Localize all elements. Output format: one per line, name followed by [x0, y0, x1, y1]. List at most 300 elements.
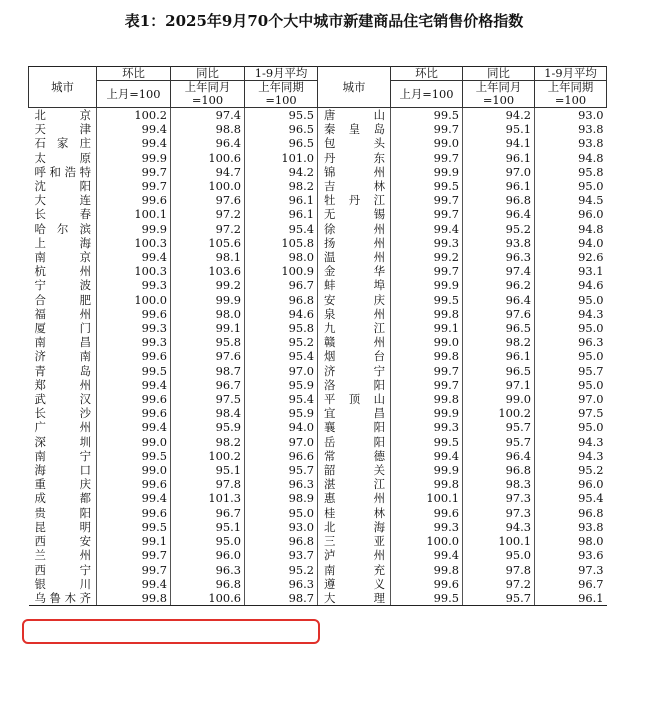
- table-row: [29, 477, 607, 491]
- mom-value-right: 99.8: [391, 307, 463, 321]
- mom-value-left: 100.1: [97, 207, 171, 221]
- avg-value-left: 100.9: [245, 264, 318, 278]
- table-row: [29, 506, 607, 520]
- table-body: [29, 108, 607, 606]
- table-row: [29, 591, 607, 606]
- yoy-value-left: 98.4: [171, 406, 245, 420]
- avg-value-right: 95.4: [535, 491, 607, 505]
- city-name-left: 济南: [34, 349, 91, 364]
- table-row: [29, 122, 607, 136]
- yoy-value-left: 97.8: [171, 477, 245, 491]
- avg-value-right: 97.3: [535, 563, 607, 577]
- yoy-base-right: [463, 81, 535, 108]
- avg-value-left: 94.6: [245, 307, 318, 321]
- table-row: [29, 108, 607, 123]
- yoy-value-right: 96.1: [463, 349, 535, 363]
- city-name-right: 扬州: [318, 236, 391, 250]
- mom-value-right: 99.9: [391, 406, 463, 420]
- avg-value-right: 93.8: [535, 122, 607, 136]
- city-name-right: 温州: [318, 250, 391, 264]
- city-name-right: 唐山: [318, 108, 391, 123]
- avg-value-right: 96.0: [535, 477, 607, 491]
- avg-value-right: 95.0: [535, 349, 607, 363]
- city-name-left: 石家庄: [34, 136, 91, 151]
- yoy-value-right: 94.3: [463, 520, 535, 534]
- yoy-value-left: 95.1: [171, 520, 245, 534]
- yoy-value-right: 96.8: [463, 463, 535, 477]
- yoy-value-left: 97.5: [171, 392, 245, 406]
- yoy-value-right: 96.5: [463, 321, 535, 335]
- mom-value-left: 100.3: [97, 264, 171, 278]
- avg-value-right: 94.8: [535, 151, 607, 165]
- avg-value-left: 96.3: [245, 577, 318, 591]
- mom-value-left: 99.4: [97, 420, 171, 434]
- table-row: [29, 406, 607, 420]
- city-name-left: 西安: [34, 534, 91, 549]
- avg-value-right: 94.3: [535, 307, 607, 321]
- city-name-right: 无锡: [318, 207, 391, 221]
- city-name-left: 贵阳: [34, 505, 91, 520]
- yoy-value-right: 95.7: [463, 435, 535, 449]
- avg-value-right: 93.6: [535, 548, 607, 562]
- city-name-right: 襄阳: [318, 420, 391, 434]
- yoy-value-right: 93.8: [463, 236, 535, 250]
- table-row: [29, 534, 607, 548]
- avg-value-left: 96.3: [245, 477, 318, 491]
- yoy-value-left: 100.0: [171, 179, 245, 193]
- avg-value-right: 93.8: [535, 136, 607, 150]
- table-row: [29, 151, 607, 165]
- yoy-value-right: 96.4: [463, 207, 535, 221]
- avg-base-left: [245, 81, 318, 108]
- mom-value-right: 99.9: [391, 278, 463, 292]
- table-row: [29, 222, 607, 236]
- city-name-left: 武汉: [34, 392, 91, 407]
- mom-value-left: 100.0: [97, 293, 171, 307]
- city-name-left: 西宁: [34, 562, 91, 577]
- mom-value-right: 99.5: [391, 108, 463, 123]
- yoy-base-line1: 上年同月: [475, 80, 522, 94]
- mom-value-right: 99.4: [391, 449, 463, 463]
- mom-value-left: 99.6: [97, 477, 171, 491]
- avg-value-right: 95.0: [535, 378, 607, 392]
- avg-value-left: 96.6: [245, 449, 318, 463]
- city-name-right: 平顶山: [318, 392, 391, 406]
- yoy-value-right: 95.7: [463, 591, 535, 606]
- yoy-value-left: 103.6: [171, 264, 245, 278]
- mom-value-left: 99.6: [97, 392, 171, 406]
- avg-value-left: 98.7: [245, 591, 318, 606]
- city-name-left: 成都: [34, 491, 91, 506]
- avg-value-left: 101.0: [245, 151, 318, 165]
- city-header-left: 城市: [29, 67, 97, 108]
- city-name-right: 锦州: [318, 165, 391, 179]
- city-name-left: 沈阳: [34, 179, 91, 194]
- mom-value-left: 99.4: [97, 378, 171, 392]
- yoy-value-right: 100.2: [463, 406, 535, 420]
- table-row: [29, 207, 607, 221]
- city-name-right: 洛阳: [318, 378, 391, 392]
- mom-value-right: 99.7: [391, 264, 463, 278]
- avg-value-left: 98.0: [245, 250, 318, 264]
- avg-value-right: 94.0: [535, 236, 607, 250]
- table-row: [29, 548, 607, 562]
- city-name-left: 长春: [34, 207, 91, 222]
- city-name-right: 宜昌: [318, 406, 391, 420]
- mom-value-right: 99.3: [391, 520, 463, 534]
- city-name-right: 湛江: [318, 477, 391, 491]
- yoy-value-left: 95.9: [171, 420, 245, 434]
- highlight-box: [22, 619, 320, 644]
- mom-value-right: 99.5: [391, 435, 463, 449]
- mom-value-left: 99.6: [97, 307, 171, 321]
- mom-value-right: 99.7: [391, 364, 463, 378]
- mom-value-right: 99.5: [391, 293, 463, 307]
- avg-value-left: 95.5: [245, 108, 318, 123]
- city-name-right: 惠州: [318, 491, 391, 505]
- city-name-left: 长沙: [34, 406, 91, 421]
- mom-value-left: 99.5: [97, 520, 171, 534]
- yoy-value-right: 95.7: [463, 420, 535, 434]
- yoy-value-left: 100.2: [171, 449, 245, 463]
- yoy-value-right: 97.0: [463, 165, 535, 179]
- city-name-left: 昆明: [34, 519, 91, 534]
- mom-value-right: 99.2: [391, 250, 463, 264]
- mom-value-left: 99.4: [97, 122, 171, 136]
- mom-value-left: 99.4: [97, 577, 171, 591]
- table-row: [29, 364, 607, 378]
- mom-value-left: 99.3: [97, 278, 171, 292]
- city-name-left: 海口: [34, 463, 91, 478]
- mom-value-left: 99.0: [97, 435, 171, 449]
- yoy-value-right: 95.2: [463, 222, 535, 236]
- mom-value-left: 99.3: [97, 335, 171, 349]
- avg-value-right: 97.0: [535, 392, 607, 406]
- yoy-value-right: 97.1: [463, 378, 535, 392]
- yoy-value-right: 96.4: [463, 449, 535, 463]
- mom-value-right: 100.1: [391, 491, 463, 505]
- table-row: [29, 392, 607, 406]
- yoy-value-left: 95.8: [171, 335, 245, 349]
- avg-value-left: 93.7: [245, 548, 318, 562]
- yoy-base-line1: 上年同月: [184, 80, 231, 94]
- table-row: [29, 378, 607, 392]
- city-name-left: 哈尔滨: [34, 221, 91, 236]
- city-name-right: 泸州: [318, 548, 391, 562]
- yoy-value-left: 98.0: [171, 307, 245, 321]
- mom-value-right: 99.4: [391, 222, 463, 236]
- yoy-value-left: 98.7: [171, 364, 245, 378]
- table-row: [29, 193, 607, 207]
- avg-value-right: 95.0: [535, 420, 607, 434]
- avg-value-right: 96.8: [535, 506, 607, 520]
- yoy-value-left: 100.6: [171, 151, 245, 165]
- mom-value-left: 99.9: [97, 222, 171, 236]
- table-row: [29, 420, 607, 434]
- avg-value-right: 94.6: [535, 278, 607, 292]
- mom-value-left: 100.2: [97, 108, 171, 123]
- price-index-table: [28, 66, 607, 606]
- yoy-base-line2: =100: [482, 93, 515, 107]
- mom-value-right: 99.0: [391, 136, 463, 150]
- yoy-value-left: 97.2: [171, 222, 245, 236]
- yoy-value-left: 96.0: [171, 548, 245, 562]
- city-name-right: 吉林: [318, 179, 391, 193]
- city-name-right: 烟台: [318, 349, 391, 363]
- city-name-left: 北京: [34, 108, 91, 122]
- avg-value-left: 95.9: [245, 406, 318, 420]
- avg-value-left: 97.0: [245, 364, 318, 378]
- avg-value-right: 94.3: [535, 449, 607, 463]
- avg-value-right: 95.7: [535, 364, 607, 378]
- avg-value-right: 93.0: [535, 108, 607, 123]
- yoy-value-left: 99.9: [171, 293, 245, 307]
- avg-value-left: 95.8: [245, 321, 318, 335]
- city-name-left: 南宁: [34, 448, 91, 463]
- yoy-value-left: 97.2: [171, 207, 245, 221]
- avg-value-left: 95.2: [245, 335, 318, 349]
- mom-value-right: 99.5: [391, 591, 463, 606]
- avg-value-right: 92.6: [535, 250, 607, 264]
- mom-value-right: 99.8: [391, 477, 463, 491]
- avg-value-right: 94.8: [535, 222, 607, 236]
- city-name-left: 南京: [34, 250, 91, 265]
- avg-value-left: 95.7: [245, 463, 318, 477]
- yoy-value-left: 96.4: [171, 136, 245, 150]
- yoy-value-right: 100.1: [463, 534, 535, 548]
- yoy-value-right: 96.1: [463, 179, 535, 193]
- yoy-value-left: 96.7: [171, 378, 245, 392]
- city-name-right: 丹东: [318, 151, 391, 165]
- yoy-value-left: 97.4: [171, 108, 245, 123]
- mom-value-left: 100.3: [97, 236, 171, 250]
- city-name-left: 深圳: [34, 434, 91, 449]
- avg-value-left: 96.8: [245, 293, 318, 307]
- city-name-right: 蚌埠: [318, 278, 391, 292]
- yoy-value-right: 97.3: [463, 491, 535, 505]
- table-row: [29, 449, 607, 463]
- mom-value-left: 99.4: [97, 491, 171, 505]
- mom-base-left: 上月=100: [97, 81, 171, 108]
- city-name-right: 徐州: [318, 222, 391, 236]
- city-name-right: 秦皇岛: [318, 122, 391, 136]
- table-row: [29, 136, 607, 150]
- avg-value-left: 96.8: [245, 534, 318, 548]
- avg-value-right: 96.0: [535, 207, 607, 221]
- city-name-left: 宁波: [34, 278, 91, 293]
- avg-value-right: 94.5: [535, 193, 607, 207]
- yoy-value-right: 97.6: [463, 307, 535, 321]
- avg-value-left: 95.4: [245, 349, 318, 363]
- yoy-header-right: 同比: [463, 67, 535, 81]
- city-name-left: 广州: [34, 420, 91, 435]
- mom-header-left: 环比: [97, 67, 171, 81]
- city-name-left: 大连: [34, 193, 91, 208]
- city-name-left: 青岛: [34, 363, 91, 378]
- yoy-value-right: 96.3: [463, 250, 535, 264]
- avg-value-right: 93.1: [535, 264, 607, 278]
- avg-value-left: 97.0: [245, 435, 318, 449]
- avg-value-right: 95.0: [535, 179, 607, 193]
- table-row: [29, 264, 607, 278]
- yoy-value-left: 100.6: [171, 591, 245, 606]
- mom-value-left: 99.6: [97, 406, 171, 420]
- mom-value-right: 99.8: [391, 563, 463, 577]
- city-name-right: 九江: [318, 321, 391, 335]
- avg-value-right: 96.7: [535, 577, 607, 591]
- yoy-value-left: 98.2: [171, 435, 245, 449]
- yoy-value-right: 96.5: [463, 364, 535, 378]
- mom-value-left: 99.0: [97, 463, 171, 477]
- mom-value-right: 99.7: [391, 122, 463, 136]
- city-name-right: 常德: [318, 449, 391, 463]
- yoy-value-left: 98.1: [171, 250, 245, 264]
- yoy-value-right: 96.1: [463, 151, 535, 165]
- avg-value-left: 93.0: [245, 520, 318, 534]
- yoy-value-right: 96.2: [463, 278, 535, 292]
- yoy-value-right: 95.1: [463, 122, 535, 136]
- city-name-right: 桂林: [318, 506, 391, 520]
- table-row: [29, 307, 607, 321]
- mom-value-left: 99.5: [97, 449, 171, 463]
- mom-value-right: 99.9: [391, 165, 463, 179]
- yoy-value-left: 98.8: [171, 122, 245, 136]
- avg-value-right: 95.2: [535, 463, 607, 477]
- city-name-right: 包头: [318, 136, 391, 150]
- yoy-value-right: 95.0: [463, 548, 535, 562]
- avg-base-line1: 上年同期: [258, 80, 304, 94]
- mom-value-left: 99.7: [97, 548, 171, 562]
- table-row: [29, 577, 607, 591]
- table-row: [29, 250, 607, 264]
- yoy-value-right: 98.2: [463, 335, 535, 349]
- mom-value-left: 99.7: [97, 165, 171, 179]
- mom-value-right: 100.0: [391, 534, 463, 548]
- mom-value-right: 99.8: [391, 349, 463, 363]
- mom-value-right: 99.9: [391, 463, 463, 477]
- city-name-left: 兰州: [34, 548, 91, 563]
- city-name-right: 济宁: [318, 364, 391, 378]
- mom-value-left: 99.4: [97, 250, 171, 264]
- table-title: 表1：2025年9月70个大中城市新建商品住宅销售价格指数: [124, 12, 524, 30]
- avg-value-left: 95.0: [245, 506, 318, 520]
- avg-value-left: 94.0: [245, 420, 318, 434]
- avg-value-left: 96.5: [245, 136, 318, 150]
- yoy-value-left: 95.0: [171, 534, 245, 548]
- mom-value-right: 99.7: [391, 207, 463, 221]
- yoy-value-left: 99.1: [171, 321, 245, 335]
- city-name-right: 安庆: [318, 293, 391, 307]
- city-name-right: 金华: [318, 264, 391, 278]
- city-name-left: 杭州: [34, 264, 91, 279]
- yoy-header-left: 同比: [171, 67, 245, 81]
- mom-header-right: 环比: [391, 67, 463, 81]
- mom-value-left: 99.6: [97, 193, 171, 207]
- city-name-right: 赣州: [318, 335, 391, 349]
- yoy-base-left: [171, 81, 245, 108]
- avg-base-line2: =100: [265, 93, 297, 107]
- yoy-value-left: 105.6: [171, 236, 245, 250]
- yoy-value-right: 98.3: [463, 477, 535, 491]
- yoy-value-left: 96.8: [171, 577, 245, 591]
- mom-value-right: 99.0: [391, 335, 463, 349]
- avg-value-left: 98.9: [245, 491, 318, 505]
- city-name-left: 上海: [34, 235, 91, 250]
- yoy-value-right: 97.8: [463, 563, 535, 577]
- city-name-left: 厦门: [34, 321, 91, 336]
- table-row: [29, 435, 607, 449]
- mom-value-left: 99.3: [97, 321, 171, 335]
- city-name-right: 南充: [318, 563, 391, 577]
- city-name-right: 北海: [318, 520, 391, 534]
- avg-value-right: 96.3: [535, 335, 607, 349]
- mom-value-right: 99.3: [391, 420, 463, 434]
- city-header-right: 城市: [318, 67, 391, 108]
- mom-value-right: 99.5: [391, 179, 463, 193]
- table-row: [29, 293, 607, 307]
- city-name-left: 呼和浩特: [34, 164, 91, 179]
- mom-value-left: 99.4: [97, 136, 171, 150]
- mom-value-right: 99.8: [391, 392, 463, 406]
- table-row: [29, 165, 607, 179]
- yoy-value-left: 95.1: [171, 463, 245, 477]
- table-row: [29, 236, 607, 250]
- mom-value-right: 99.1: [391, 321, 463, 335]
- mom-value-left: 99.6: [97, 349, 171, 363]
- table-row: [29, 335, 607, 349]
- yoy-value-right: 97.4: [463, 264, 535, 278]
- yoy-value-right: 94.1: [463, 136, 535, 150]
- avg-base-right: [535, 81, 607, 108]
- mom-value-left: 99.7: [97, 179, 171, 193]
- city-name-left: 太原: [34, 150, 91, 165]
- avg-value-left: 96.1: [245, 193, 318, 207]
- mom-value-left: 99.1: [97, 534, 171, 548]
- avg-header-left: 1-9月平均: [245, 67, 318, 81]
- yoy-value-left: 96.7: [171, 506, 245, 520]
- avg-value-left: 96.1: [245, 207, 318, 221]
- avg-base-line2: =100: [554, 93, 587, 107]
- avg-value-left: 94.2: [245, 165, 318, 179]
- yoy-value-left: 101.3: [171, 491, 245, 505]
- mom-value-left: 99.7: [97, 563, 171, 577]
- yoy-value-left: 96.3: [171, 563, 245, 577]
- table-row: [29, 179, 607, 193]
- avg-value-left: 95.2: [245, 563, 318, 577]
- city-name-left: 郑州: [34, 377, 91, 392]
- avg-header-right: 1-9月平均: [535, 67, 607, 81]
- mom-value-right: 99.7: [391, 378, 463, 392]
- yoy-value-right: 96.8: [463, 193, 535, 207]
- table-row: [29, 349, 607, 363]
- yoy-base-line2: =100: [191, 93, 224, 107]
- avg-value-left: 95.9: [245, 378, 318, 392]
- mom-base-right: 上月=100: [391, 81, 463, 108]
- avg-base-line1: 上年同期: [547, 80, 594, 94]
- mom-value-right: 99.4: [391, 548, 463, 562]
- avg-value-right: 95.0: [535, 293, 607, 307]
- city-name-left: 天津: [34, 122, 91, 137]
- mom-value-left: 99.9: [97, 151, 171, 165]
- table-row: [29, 463, 607, 477]
- table-row: [29, 278, 607, 292]
- yoy-value-right: 97.2: [463, 577, 535, 591]
- avg-value-left: 105.8: [245, 236, 318, 250]
- yoy-value-left: 97.6: [171, 349, 245, 363]
- yoy-value-right: 96.4: [463, 293, 535, 307]
- city-name-right: 韶关: [318, 463, 391, 477]
- city-name-right: 泉州: [318, 307, 391, 321]
